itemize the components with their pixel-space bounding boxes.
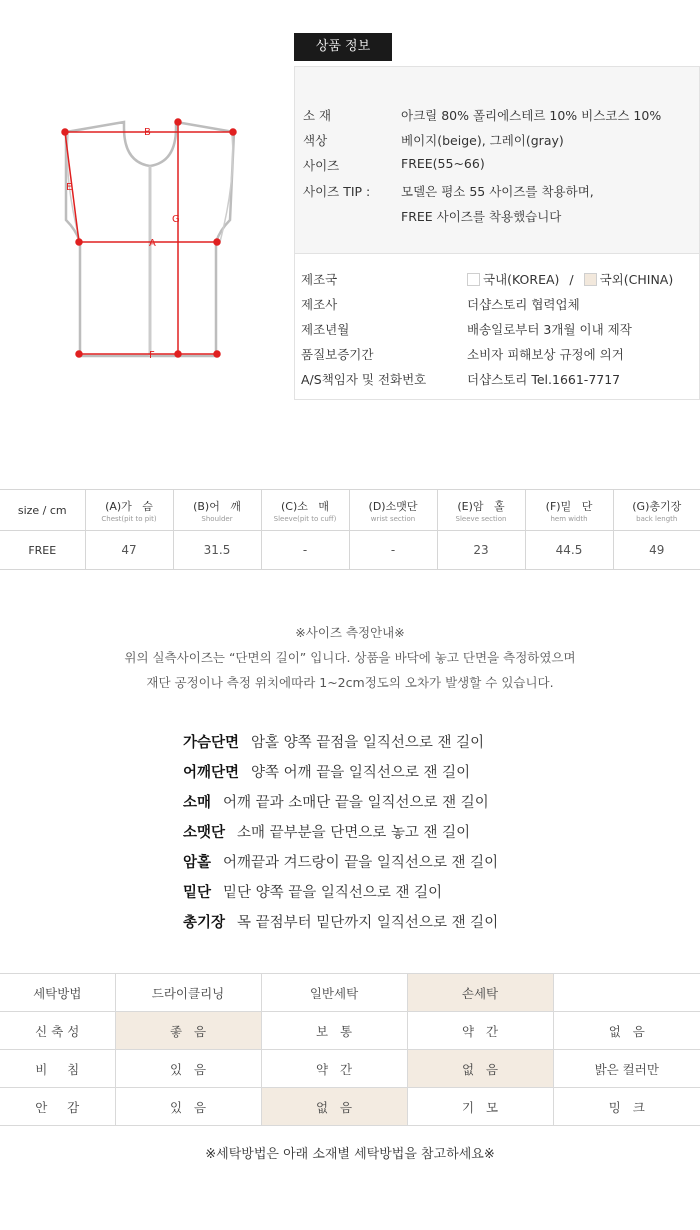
care-option-cell: 좋 음 [115,1012,261,1050]
definition-desc: 양쪽 어깨 끝을 일직선으로 잰 길이 [251,765,471,781]
maker-value: 더샵스토리 협력업체 [467,297,580,312]
hem-value: 44.5 [525,531,613,570]
color-label: 색상 [303,133,328,148]
care-row-sheerness [0,1050,700,1088]
wrist-value: - [349,531,437,570]
label-e: E [66,182,73,193]
care-row-lining [0,1088,700,1126]
sleeve-header-sub: Sleeve(pit to cuff) [273,514,337,523]
chest-header-label: (A)가 슴 [105,499,153,513]
definition-desc: 어깨 끝과 소매단 끝을 일직선으로 잰 길이 [223,795,489,811]
care-option-cell: 없 음 [261,1088,407,1126]
definition-desc: 목 끝점부터 밑단까지 일직선으로 잰 길이 [237,915,499,931]
length-value: 49 [613,531,700,570]
product-info-panel [294,66,700,254]
definition-length [183,911,498,932]
definition-term: 가슴단면 [183,735,240,751]
guide-line1: 위의 실측사이즈는 “단면의 길이” 입니다. 상품을 바닥에 놓고 단면을 측정하였으며 [124,650,576,665]
maker-label: 제조사 [301,297,338,312]
definition-term: 총기장 [183,915,226,931]
chest-header-sub: Chest(pit to pit) [101,514,157,523]
size-tip-line2: FREE 사이즈를 착용했습니다 [401,209,562,224]
size-table [0,489,700,570]
care-option-cell [553,974,700,1012]
care-option-cell: 기 모 [407,1088,553,1126]
table-row [0,531,700,570]
vest-outline-icon [50,110,250,370]
sleeve-value: - [261,531,349,570]
care-row-wash-method [0,974,700,1012]
definition-desc: 밑단 양쪽 끝을 일직선으로 잰 길이 [223,885,443,901]
label-f: F [149,350,155,361]
care-row-label: 세탁방법 [0,974,115,1012]
care-option-cell: 일반세탁 [261,974,407,1012]
shoulder-header-sub: Shoulder [201,514,233,523]
material-label: 소 재 [303,108,332,123]
china-option: 국외(CHINA) [599,272,674,287]
guide-title: ※사이즈 측정안내※ [295,625,405,640]
care-option-cell: 없 음 [407,1050,553,1088]
size-label: 사이즈 [303,158,340,173]
care-table [0,973,700,1126]
material-value: 아크릴 80% 폴리에스테르 10% 비스코스 10% [401,108,662,123]
armhole-header-sub: Sleeve section [455,514,507,523]
care-option-cell: 손세탁 [407,974,553,1012]
product-info-title: 상품 정보 [294,33,392,61]
as-label: A/S책임자 및 전화번호 [301,372,427,387]
definition-term: 밑단 [183,885,212,901]
label-a: A [149,238,156,249]
label-g: G [172,214,180,225]
country-label: 제조국 [301,272,338,287]
as-value: 더샵스토리 Tel.1661-7717 [467,372,621,387]
warranty-label: 품질보증기간 [301,347,374,362]
size-name-cell: FREE [0,531,85,570]
size-tip-line1: 모델은 평소 55 사이즈를 착용하며, [401,184,594,199]
definition-term: 어깨단면 [183,765,240,781]
shoulder-header [173,490,261,531]
color-value: 베이지(beige), 그레이(gray) [401,133,564,148]
korea-option: 국내(KOREA) [483,272,560,287]
definition-armhole [183,851,498,872]
care-option-cell: 드라이클리닝 [115,974,261,1012]
korea-checkbox-icon [467,273,480,286]
care-option-cell: 밍 크 [553,1088,700,1126]
care-option-cell: 약 간 [407,1012,553,1050]
care-option-cell: 있 음 [115,1088,261,1126]
measurement-diagram [50,110,250,370]
care-note: ※세탁방법은 아래 소재별 세탁방법을 참고하세요※ [205,1147,495,1162]
china-checkbox-icon [584,273,597,286]
wrist-header-label: (D)소맷단 [368,499,418,513]
mfg-date-value: 배송일로부터 3개월 이내 제작 [467,322,632,337]
care-option-cell: 보 통 [261,1012,407,1050]
armhole-value: 23 [437,531,525,570]
sleeve-header [261,490,349,531]
hem-header [525,490,613,531]
label-b: B [144,127,151,138]
hem-header-sub: hem width [550,514,588,523]
definition-desc: 어깨끝과 겨드랑이 끝을 일직선으로 잰 길이 [223,855,499,871]
definition-desc: 암홀 양쪽 끝점을 일직선으로 잰 길이 [251,735,485,751]
armhole-header-label: (E)암 홀 [457,499,505,513]
size-value: FREE(55~66) [401,156,485,171]
definition-chest [183,731,484,752]
definition-desc: 소매 끝부분을 단면으로 놓고 잰 길이 [237,825,471,841]
chest-value: 47 [85,531,173,570]
length-header-sub: back length [636,514,678,523]
care-option-cell: 밝은 컬러만 [553,1050,700,1088]
warranty-value: 소비자 피해보상 규정에 의거 [467,347,624,362]
definition-wrist [183,821,470,842]
definition-shoulder [183,761,470,782]
wrist-header-sub: wrist section [370,514,416,523]
wrist-header [349,490,437,531]
care-option-cell: 약 간 [261,1050,407,1088]
care-option-cell: 없 음 [553,1012,700,1050]
guide-line2: 재단 공정이나 측정 위치에따라 1~2cm정도의 오차가 발생할 수 있습니다. [146,675,554,690]
sleeve-header-label: (C)소 매 [280,499,329,513]
hem-header-label: (F)밑 단 [545,499,593,513]
length-header [613,490,700,531]
definition-term: 소맷단 [183,825,226,841]
care-row-label: 비 침 [0,1050,115,1088]
definition-term: 소매 [183,795,212,811]
shoulder-header-label: (B)어 깨 [193,499,241,513]
definition-hem [183,881,442,902]
care-row-label: 신 축 성 [0,1012,115,1050]
manufacturer-info-panel [294,254,700,400]
definition-term: 암홀 [183,855,212,871]
country-separator: / [569,272,574,287]
chest-header [85,490,173,531]
country-options [467,270,673,288]
care-option-cell: 있 음 [115,1050,261,1088]
mfg-date-label: 제조년월 [301,322,350,337]
size-tip-label: 사이즈 TIP : [303,184,371,199]
definition-sleeve [183,791,489,812]
length-header-label: (G)총기장 [632,499,682,513]
care-row-label: 안 감 [0,1088,115,1126]
care-row-stretch [0,1012,700,1050]
size-table-header [0,490,700,531]
armhole-header [437,490,525,531]
size-header-cell: size / cm [0,490,85,531]
shoulder-value: 31.5 [173,531,261,570]
